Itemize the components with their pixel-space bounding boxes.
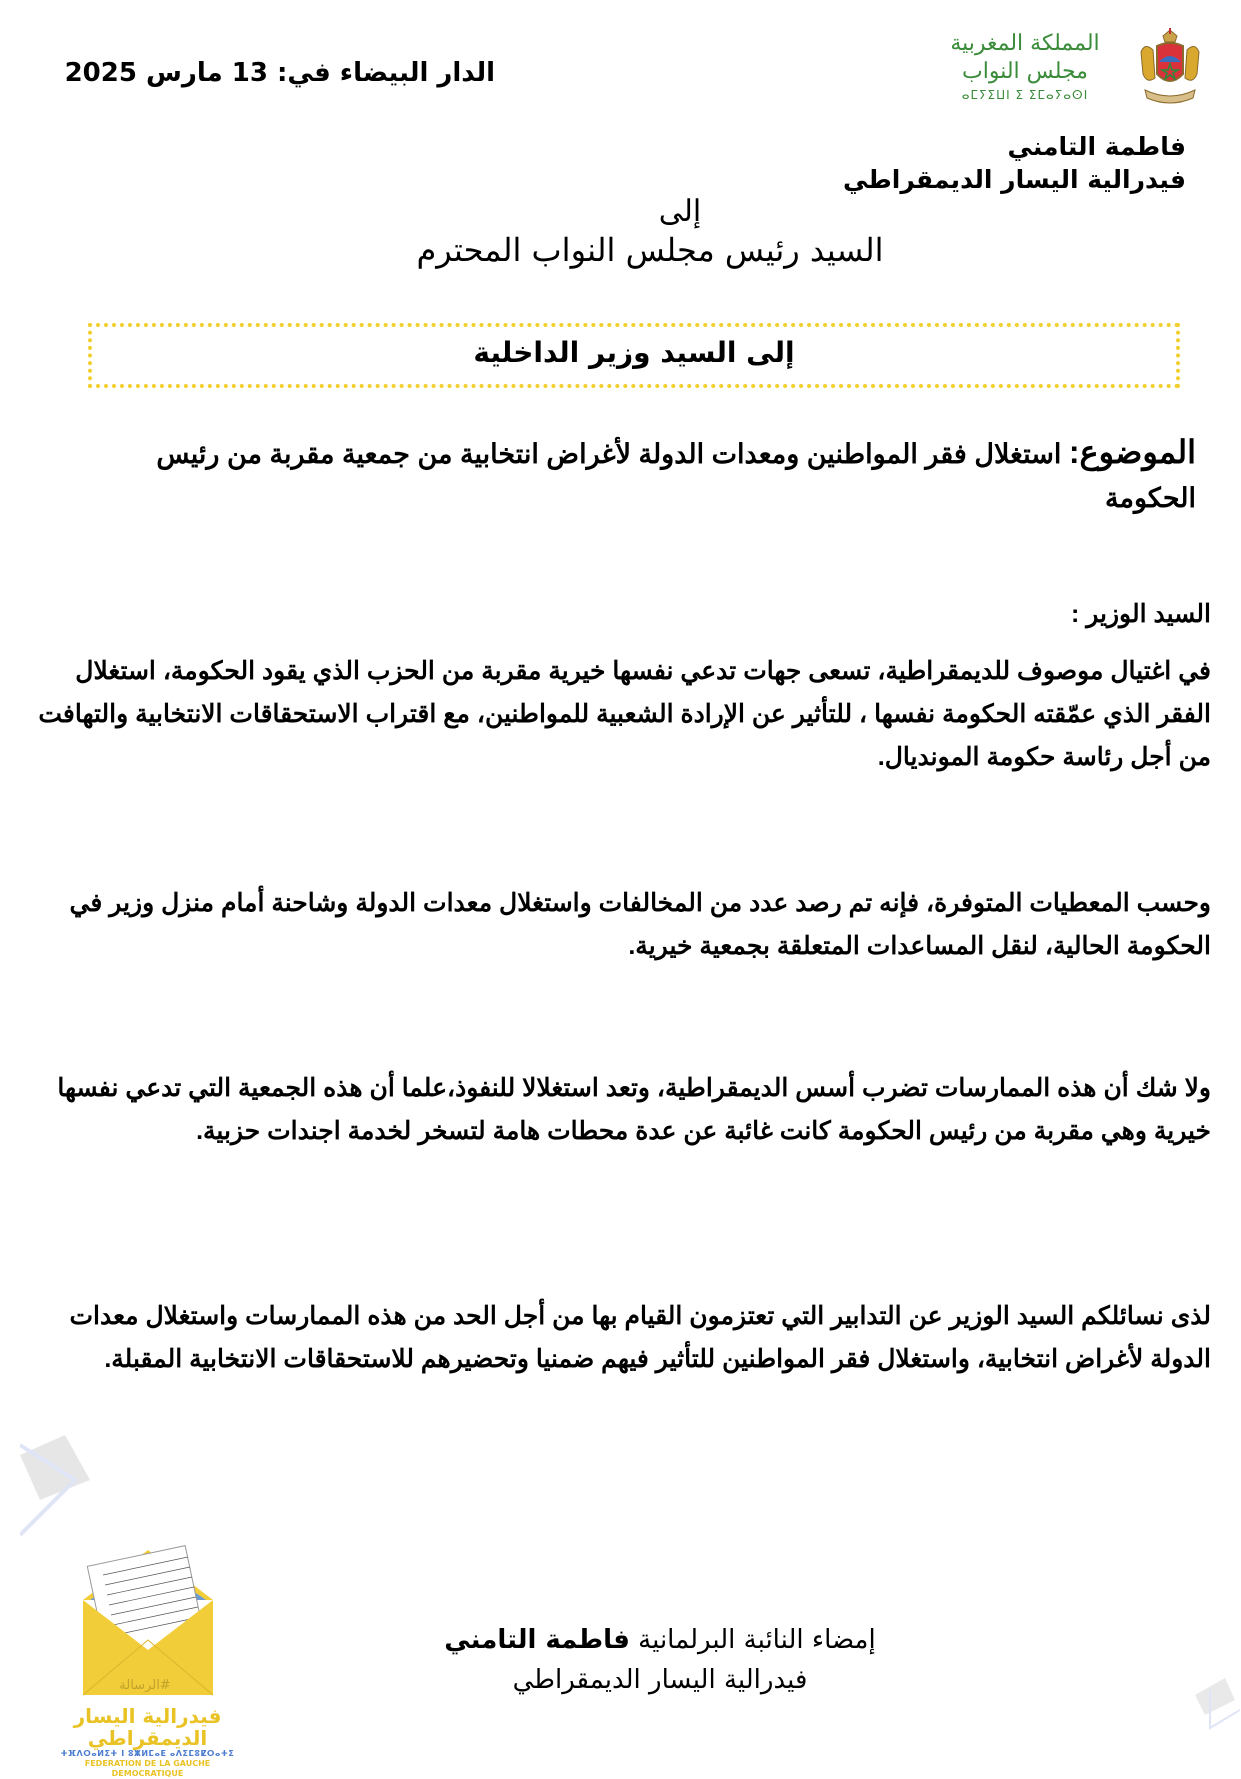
salutation-addressee: السيد رئيس مجلس النواب المحترم	[416, 231, 884, 269]
logo-french-name: FEDERATION DE LA GAUCHE DEMOCRATIQUE	[84, 1759, 211, 1778]
party-logo-text	[55, 1705, 240, 1779]
logo-tifinagh-name: ⵜⴼⴷⵔⴰⵍⵉⵜ ⵏ ⵓⵥⵍⵎⴰⴹ ⴰⴷⵉⵎⵓⵇⵔⴰⵜⵉ	[60, 1749, 235, 1758]
body-paragraph: وحسب المعطيات المتوفرة، فإنه تم رصد عدد من المخالفات واستغلال معدات الدولة وشاحنة أمام منزل وزير في الحكومة الحالية، لنقل المساعدات المتعلقة بجمعية خيرية.	[69, 889, 1211, 960]
logo-arabic-name: فيدرالية اليسار الديمقراطي	[73, 1704, 222, 1750]
greeting: السيد الوزير :	[1070, 600, 1211, 628]
salutation-to: إلى	[658, 194, 702, 229]
parliament-tifinagh-label: ⴰⵎⵢⵉⵡⵏ ⵉ ⵉⵎⴰⵢⴰⵙⵏ	[961, 88, 1089, 102]
signature-prefix: إمضاء النائبة البرلمانية	[638, 1625, 876, 1655]
signature-name: فاطمة التامني	[444, 1625, 630, 1655]
body-paragraph: ولا شك أن هذه الممارسات تضرب أسس الديمقراطية، وتعد استغلالا للنفوذ،علما أن هذه الجمعية التي تدعي نفسها خيرية وهي مقربة من رئيس الحكومة كانت غائبة عن عدة محطات هامة لتسخر لخدمة اجندات حزبية.	[57, 1074, 1211, 1145]
parliament-header	[925, 30, 1125, 104]
parliament-label: مجلس النواب	[962, 59, 1088, 84]
logo-hashtag: #الرسالة	[119, 1678, 171, 1693]
signature-line	[380, 1620, 940, 1660]
sender-block	[843, 130, 1186, 196]
signature-block	[380, 1620, 940, 1700]
coat-of-arms-icon	[1135, 28, 1205, 108]
body-paragraph: لذى نسائلكم السيد الوزير عن التدابير التي تعتزمون القيام بها من أجل الحد من هذه الممارسات واستغلال معدات الدولة لأغراض انتخابية، واستغلال فقر المواطنين للتأثير فيهم ضمنيا وتحضيرهم للاستحقاقات الانتخابية المقبلة.	[69, 1302, 1211, 1373]
sender-party: فيدرالية اليسار الديمقراطي	[842, 165, 1186, 194]
envelope-watermark-icon	[1190, 1670, 1240, 1730]
body-paragraph: في اغتيال موصوف للديمقراطية، تسعى جهات تدعي نفسها خيرية مقربة من الحزب الذي يقود الحكومة، استغلال الفقر الذي عمّقته الحكومة نفسها ، للتأثير عن الإرادة الشعبية للمواطنين، مع اقتراب الاستحقاقات الانتخابية والتهافت من أجل رئاسة حكومة المونديال.	[38, 657, 1211, 771]
recipient-title: إلى السيد وزير الداخلية	[473, 336, 795, 369]
salutation	[400, 195, 900, 271]
subject-label: الموضوع:	[1068, 434, 1196, 470]
sender-name: فاطمة التامني	[1007, 132, 1186, 161]
kingdom-label: المملكة المغربية	[950, 31, 1100, 56]
signature-party: فيدرالية اليسار الديمقراطي	[512, 1665, 808, 1695]
envelope-watermark-icon	[20, 1425, 100, 1565]
document-date: الدار البيضاء في: 13 مارس 2025	[64, 58, 495, 88]
subject-text: استغلال فقر المواطنين ومعدات الدولة لأغراض انتخابية من جمعية مقربة من رئيس الحكومة	[156, 439, 1196, 513]
subject	[116, 430, 1196, 520]
